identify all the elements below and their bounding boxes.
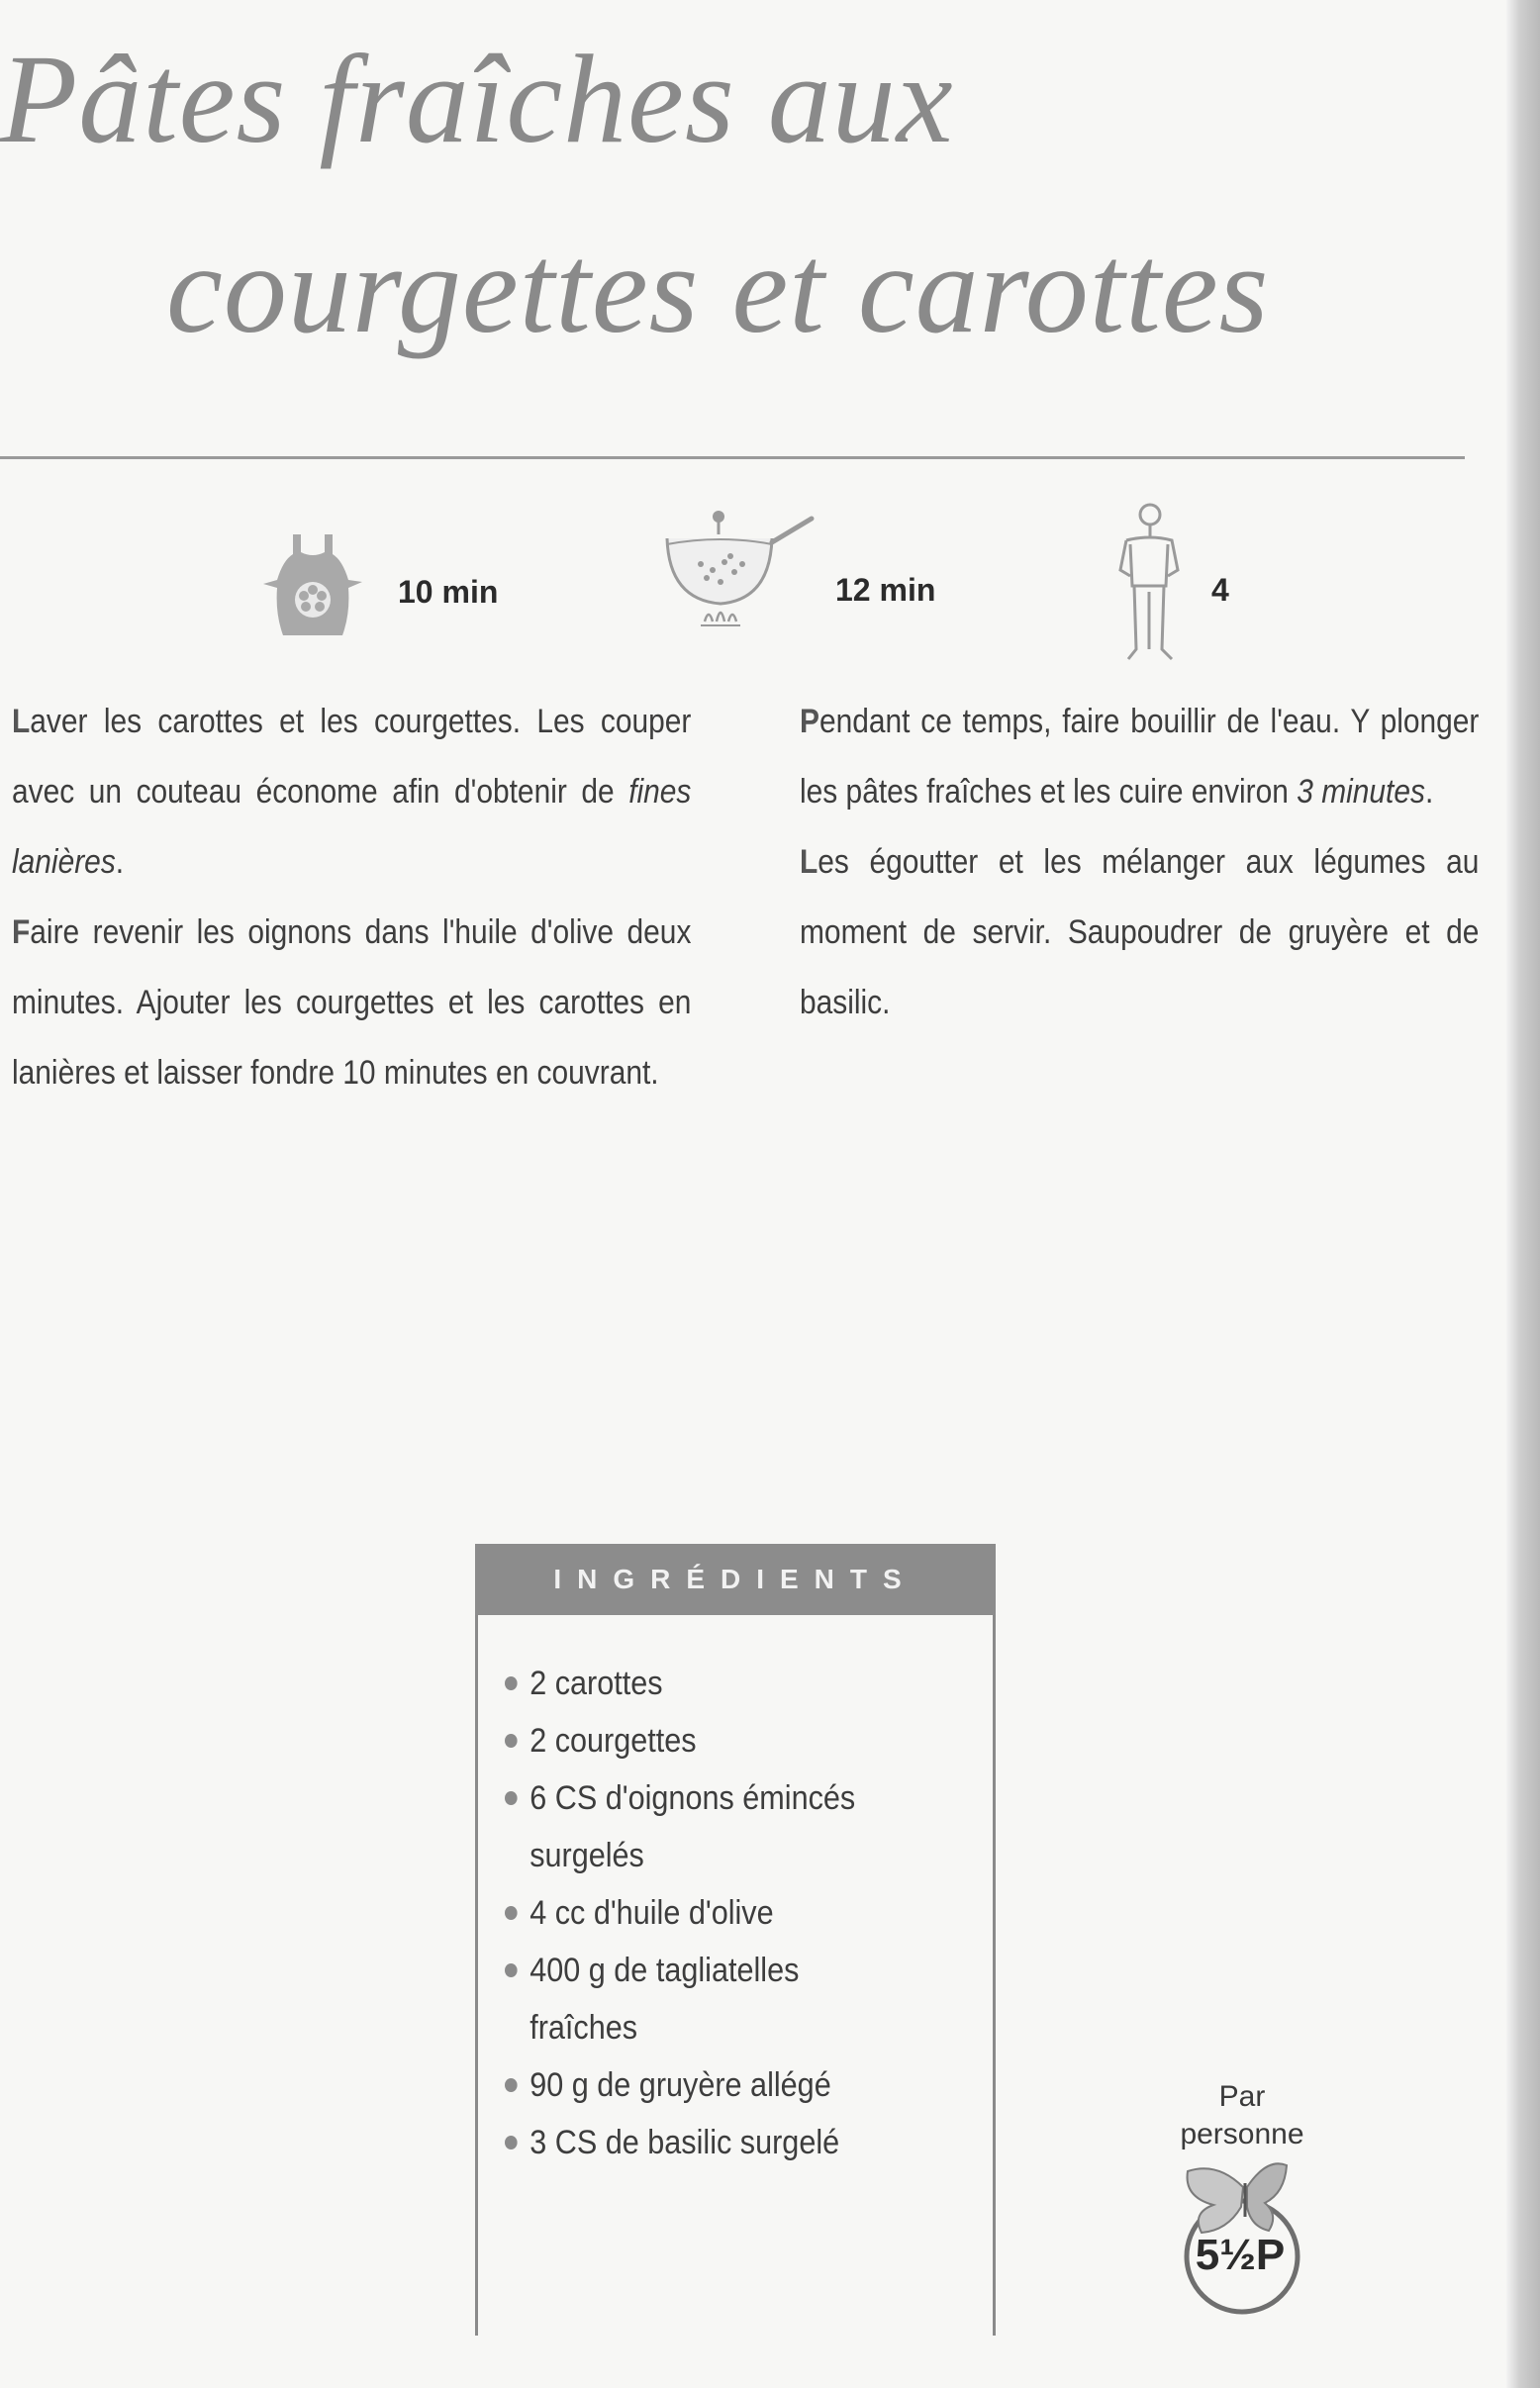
drop-cap: L [800, 843, 818, 881]
cook-time-value: 12 min [835, 572, 936, 608]
page-edge-shadow [1506, 0, 1540, 2388]
instruction-step-2 [12, 898, 691, 1108]
points-label: Par personne [1180, 2080, 1304, 2150]
drop-cap: L [12, 703, 31, 740]
instruction-text: es égoutter et les mélanger aux légumes au moment de servir. Saupoudrer de gruyère et de basilic. [800, 843, 1480, 1021]
ingredients-header: INGRÉDIENTS [475, 1544, 996, 1615]
servings-value: 4 [1211, 572, 1229, 608]
instruction-text: endant ce temps, faire bouillir de l'eau. Y plonger les pâtes fraîches et les cuire environ [800, 703, 1480, 811]
ingredient-item: 4 cc d'huile d'olive [505, 1884, 877, 1942]
ingredients-list [505, 1655, 877, 2171]
ingredients-left-border [475, 1615, 478, 2336]
ingredients-box [475, 1544, 996, 2336]
instruction-text: aver les carottes et les courgettes. Les couper avec un couteau économe afin d'obtenir de [12, 703, 692, 811]
instruction-step-3 [800, 687, 1479, 827]
recipe-title-line-1: Pâtes fraîches aux [0, 29, 954, 169]
ingredient-item: 6 CS d'oignons émincés surgelés [505, 1769, 877, 1884]
ingredient-item: 2 carottes [505, 1655, 877, 1712]
instruction-text: aire revenir les oignons dans l'huile d'olive deux minutes. Ajouter les courgettes et les carottes en lanières et laisser fondre 10 minutes en couvrant. [12, 913, 692, 1092]
apron-icon [253, 525, 372, 643]
prep-time-value: 10 min [398, 574, 499, 610]
ingredient-item: 3 CS de basilic surgelé [505, 2114, 877, 2171]
drop-cap: P [800, 703, 819, 740]
instruction-tail: . [115, 843, 125, 881]
instruction-emphasis: fines lanières [12, 773, 692, 881]
instruction-step-4 [800, 827, 1479, 1038]
ingredients-right-border [993, 1615, 996, 2336]
instruction-tail: . [1424, 773, 1434, 811]
cooking-pot-icon [661, 505, 819, 643]
title-divider [0, 456, 1465, 459]
recipe-title-line-2: courgettes et carottes [166, 219, 1270, 359]
instruction-step-1 [12, 687, 691, 898]
ingredient-item: 400 g de tagliatelles fraîches [505, 1942, 850, 2056]
points-value: 5½P [1195, 2231, 1286, 2279]
drop-cap: F [12, 913, 31, 951]
instructions-right-column [800, 687, 1479, 1038]
person-icon [1108, 501, 1188, 667]
instruction-emphasis: 3 minutes [1297, 773, 1425, 811]
ingredient-item: 90 g de gruyère allégé [505, 2056, 877, 2114]
ingredient-item: 2 courgettes [505, 1712, 877, 1769]
instructions-left-column [12, 687, 691, 1108]
